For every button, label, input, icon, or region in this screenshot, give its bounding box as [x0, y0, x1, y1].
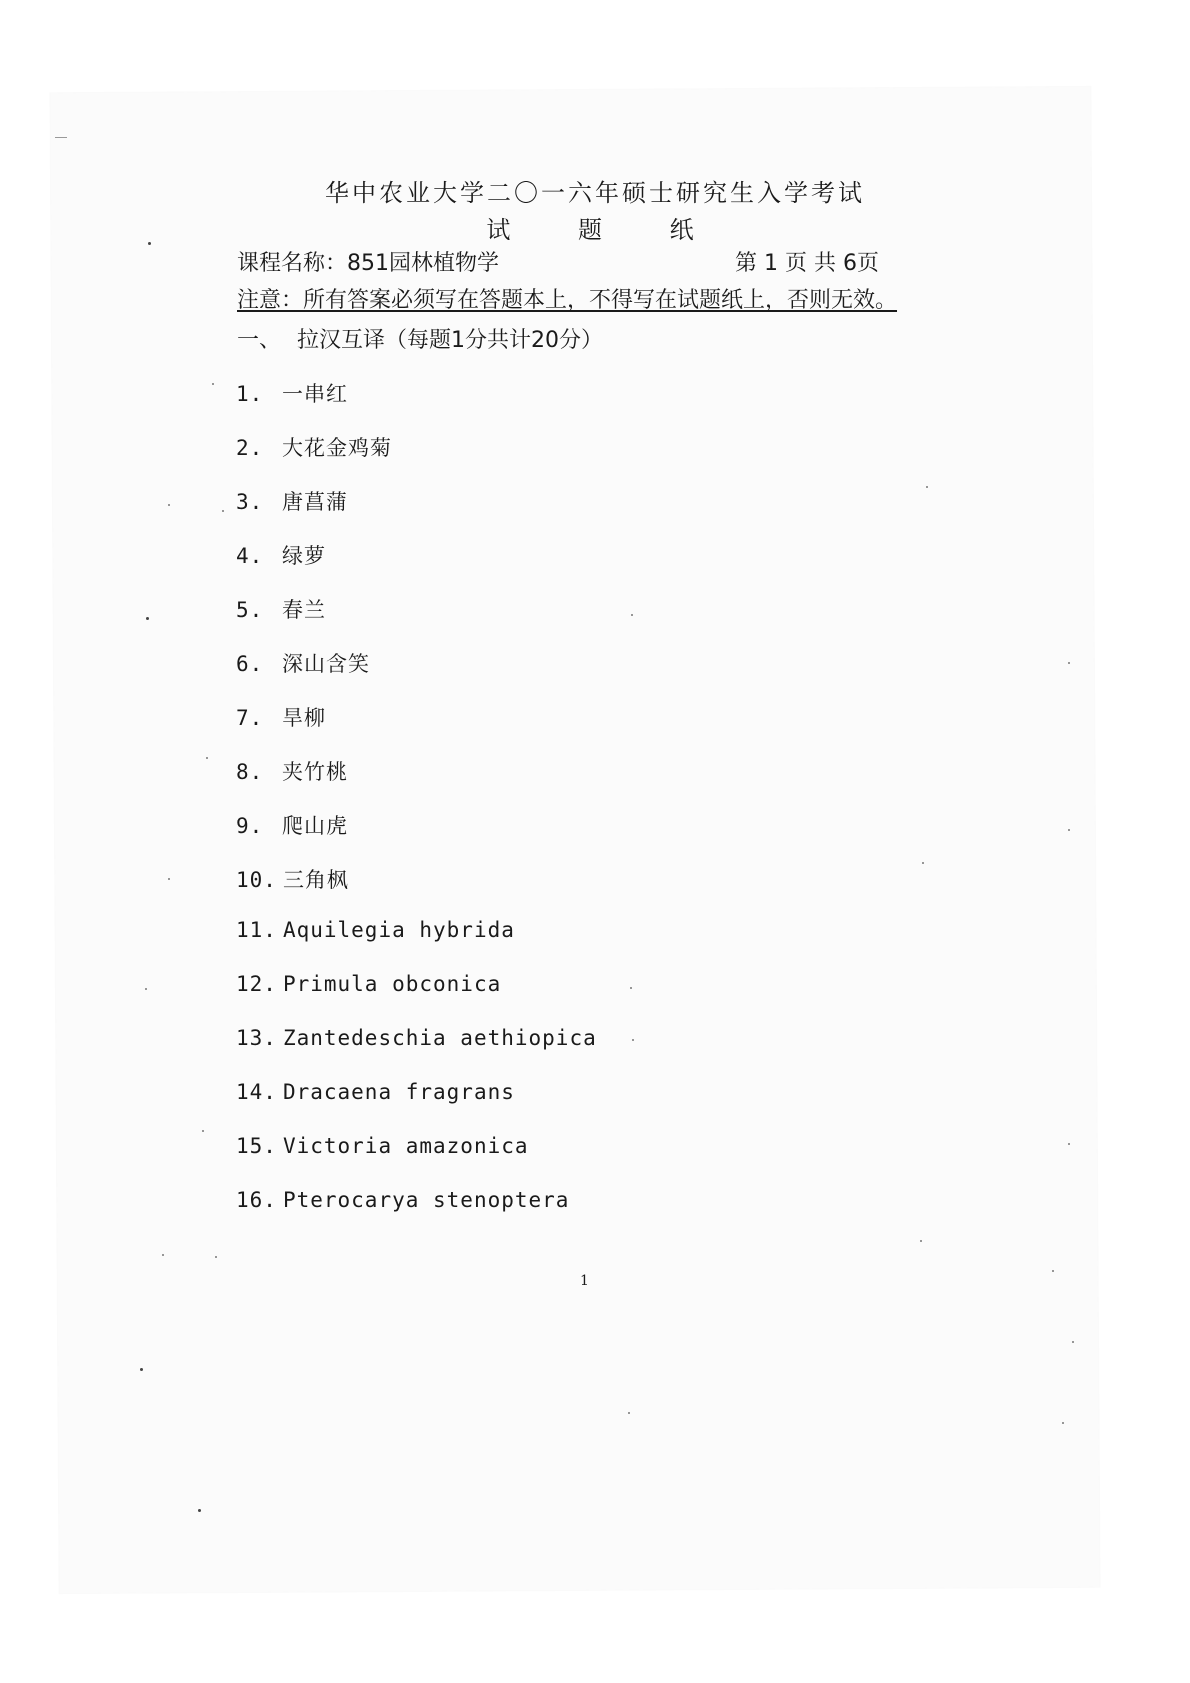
scan-speck	[1068, 662, 1070, 664]
section-number: 一、	[237, 328, 282, 353]
scan-speck	[1072, 1341, 1074, 1343]
question-text: Zantedeschia aethiopica	[282, 1026, 597, 1050]
question-number: 8.	[236, 760, 264, 784]
question-number: 6.	[236, 652, 264, 676]
question-text: Victoria amazonica	[282, 1134, 529, 1158]
question-item	[236, 540, 326, 570]
scan-speck	[630, 987, 632, 989]
question-number: 13.	[236, 1026, 277, 1050]
exam-subtitle: 试 题 纸	[486, 216, 724, 244]
question-text: 唐菖蒲	[282, 490, 348, 514]
question-number: 1.	[236, 382, 264, 406]
scan-speck	[140, 1368, 143, 1371]
question-number: 16.	[236, 1188, 277, 1212]
question-number: 7.	[236, 706, 264, 730]
scan-speck	[632, 1039, 634, 1041]
question-text: 旱柳	[282, 706, 326, 730]
exam-title: 华中农业大学二〇一六年硕士研究生入学考试	[325, 179, 865, 207]
question-item	[236, 1134, 529, 1158]
scan-speck	[628, 1412, 630, 1414]
scan-speck	[1062, 1422, 1064, 1424]
question-text: 绿萝	[282, 544, 326, 568]
question-number: 14.	[236, 1080, 277, 1104]
question-text: 三角枫	[282, 868, 349, 892]
scan-speck	[926, 486, 928, 488]
scan-speck	[145, 988, 147, 990]
question-number: 2.	[236, 436, 264, 460]
scan-speck	[168, 504, 170, 506]
scan-speck	[631, 614, 633, 616]
question-text: 大花金鸡菊	[282, 436, 392, 460]
question-text: 深山含笑	[282, 652, 370, 676]
scan-speck	[1068, 1143, 1070, 1145]
question-number: 10.	[236, 868, 277, 892]
question-number: 3.	[236, 490, 264, 514]
scan-speck	[148, 242, 151, 245]
scan-speck	[1068, 829, 1070, 831]
question-number: 5.	[236, 598, 264, 622]
scan-speck	[146, 617, 149, 620]
scan-speck	[206, 757, 208, 759]
notice-text: 注意：所有答案必须写在答题本上，不得写在试题纸上，否则无效。	[237, 288, 898, 313]
question-text: 春兰	[282, 598, 326, 622]
scan-speck	[215, 1256, 217, 1258]
question-item	[236, 648, 370, 678]
question-text: Pterocarya stenoptera	[282, 1188, 570, 1212]
question-item	[236, 486, 348, 516]
question-item	[236, 432, 392, 462]
question-item	[236, 1026, 597, 1050]
question-item	[236, 702, 326, 732]
question-item	[236, 918, 515, 942]
question-number: 12.	[236, 972, 277, 996]
question-item	[236, 1080, 515, 1104]
question-item	[236, 594, 326, 624]
scan-speck	[1052, 1270, 1054, 1272]
scan-speck	[922, 862, 924, 864]
question-number: 15.	[236, 1134, 277, 1158]
question-number: 11.	[236, 918, 277, 942]
question-item	[236, 864, 349, 894]
question-text: 夹竹桃	[282, 760, 348, 784]
edge-mark	[55, 137, 67, 138]
question-text: Aquilegia hybrida	[282, 918, 515, 942]
page-number: 1	[580, 1273, 589, 1289]
scan-speck	[162, 1254, 164, 1256]
question-item	[236, 756, 348, 786]
question-number: 9.	[236, 814, 264, 838]
scan-speck	[202, 1130, 204, 1132]
scan-speck	[212, 383, 214, 385]
question-text: Dracaena fragrans	[282, 1080, 515, 1104]
question-item	[236, 810, 348, 840]
question-item	[236, 378, 348, 408]
question-text: 一串红	[282, 382, 348, 406]
scan-speck	[198, 1509, 201, 1512]
page-info: 第 1 页 共 6页	[735, 251, 879, 276]
section-heading	[237, 323, 603, 354]
question-text: Primula obconica	[282, 972, 502, 996]
scan-speck	[920, 1240, 922, 1242]
section-title: 拉汉互译（每题1分共计20分）	[297, 328, 603, 353]
scan-speck	[222, 510, 224, 512]
question-item	[236, 1188, 569, 1212]
question-item	[236, 972, 501, 996]
question-text: 爬山虎	[282, 814, 348, 838]
question-number: 4.	[236, 544, 264, 568]
scan-speck	[168, 878, 170, 880]
course-name: 课程名称：851园林植物学	[237, 251, 499, 276]
